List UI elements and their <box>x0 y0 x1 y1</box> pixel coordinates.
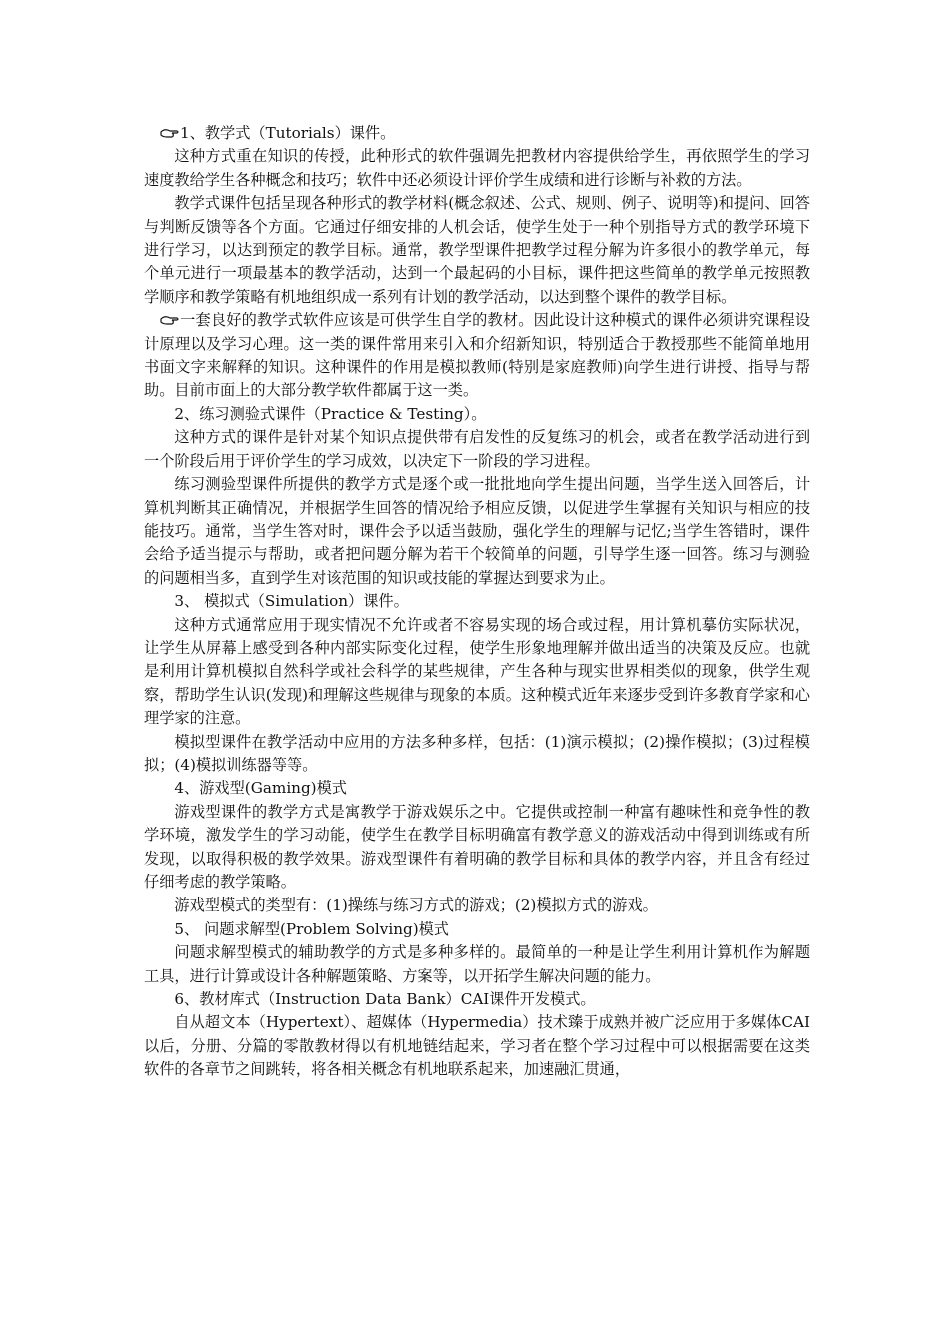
paragraph: 自从超文本（Hypertext）、超媒体（Hypermedia）技术臻于成熟并被广泛应用于多媒体CAI以后，分册、分篇的零散教材得以有机地链结起来，学习者在整个学习过程中可以根据需要在这类软件的各章节之间跳转，将各相关概念有机地联系起来，加速融汇贯通， <box>144 1013 810 1079</box>
section-heading-problem-solving: 5、 问题求解型(Problem Solving)模式 <box>174 919 449 938</box>
paragraph: 这种方式的课件是针对某个知识点提供带有启发性的反复练习的机会，或者在教学活动进行到一个阶段后用于评价学生的学习成效，以决定下一阶段的学习进程。 <box>144 428 810 470</box>
document-page <box>144 122 810 1082</box>
paragraph: 游戏型模式的类型有：(1)操练与练习方式的游戏；(2)模拟方式的游戏。 <box>174 896 658 915</box>
paragraph: 这种方式重在知识的传授，此种形式的软件强调先把教材内容提供给学生，再依照学生的学习速度教给学生各种概念和技巧；软件中还必须设计评价学生成绩和进行诊断与补救的方法。 <box>144 147 810 189</box>
paragraph: 模拟型课件在教学活动中应用的方法多种多样，包括：(1)演示模拟；(2)操作模拟；(3)过程模拟；(4)模拟训练器等等。 <box>144 732 810 774</box>
section-heading-gaming: 4、游戏型(Gaming)模式 <box>174 779 347 798</box>
pointing-hand-icon <box>160 313 180 327</box>
paragraph: 练习测验型课件所提供的教学方式是逐个或一批批地向学生提出问题，当学生送入回答后，计算机判断其正确情况，并根据学生回答的情况给予相应反馈，以促进学生掌握有关知识与相应的技能技巧。通常，当学生答对时，课件会予以适当鼓励，强化学生的理解与记忆;当学生答错时，课件会给予适当提示与帮助，或者把问题分解为若干个较简单的问题，引导学生逐一回答。练习与测验的问题相当多，直到学生对该范围的知识或技能的掌握达到要求为止。 <box>144 475 810 587</box>
section-heading-data-bank: 6、教材库式（Instruction Data Bank）CAI课件开发模式。 <box>174 990 596 1009</box>
section-heading-simulation: 3、 模拟式（Simulation）课件。 <box>174 592 409 611</box>
paragraph: 这种方式通常应用于现实情况不允许或者不容易实现的场合或过程，用计算机摹仿实际状况，让学生从屏幕上感受到各种内部实际变化过程，使学生形象地理解并做出适当的决策及反应。也就是利用计算机模拟自然科学或社会科学的某些规律，产生各种与现实世界相类似的现象，供学生观察，帮助学生认识(发现)和理解这些规律与现象的本质。这种模式近年来逐步受到许多教育学家和心理学家的注意。 <box>144 615 810 728</box>
paragraph: 游戏型课件的教学方式是寓教学于游戏娱乐之中。它提供或控制一种富有趣味性和竞争性的教学环境，激发学生的学习动能，使学生在教学目标明确富有教学意义的游戏活动中得到训练或有所发现，以取得积极的教学效果。游戏型课件有着明确的教学目标和具体的教学内容，并且含有经过仔细考虑的教学策略。 <box>144 802 810 891</box>
pointing-hand-icon <box>160 126 180 140</box>
section-heading-tutorials: 1、教学式（Tutorials）课件。 <box>144 122 810 145</box>
paragraph: 问题求解型模式的辅助教学的方式是多种多样的。最简单的一种是让学生利用计算机作为解题工具，进行计算或设计各种解题策略、方案等，以开拓学生解决问题的能力。 <box>144 943 810 985</box>
section-heading-practice: 2、练习测验式课件（Practice & Testing）。 <box>174 404 487 423</box>
paragraph: 教学式课件包括呈现各种形式的教学材料(概念叙述、公式、规则、例子、说明等)和提问、回答与判断反馈等各个方面。它通过仔细安排的人机会话，使学生处于一种个别指导方式的教学环境下进行学习，以达到预定的教学目标。通常，教学型课件把教学过程分解为许多很小的教学单元，每个单元进行一项最基本的教学活动，达到一个最起码的小目标，课件把这些简单的教学单元按照教学顺序和教学策略有机地组织成一系列有计划的教学活动，以达到整个课件的教学目标。 <box>144 194 810 306</box>
paragraph: 一套良好的教学式软件应该是可供学生自学的教材。因此设计这种模式的课件必须讲究课程设计原理以及学习心理。这一类的课件常用来引入和介绍新知识，特别适合于教授那些不能简单地用书面文字来解释的知识。这种课件的作用是模拟教师(特别是家庭教师)向学生进行讲授、指导与帮助。目前市面上的大部分教学软件都属于这一类。 <box>144 311 810 400</box>
